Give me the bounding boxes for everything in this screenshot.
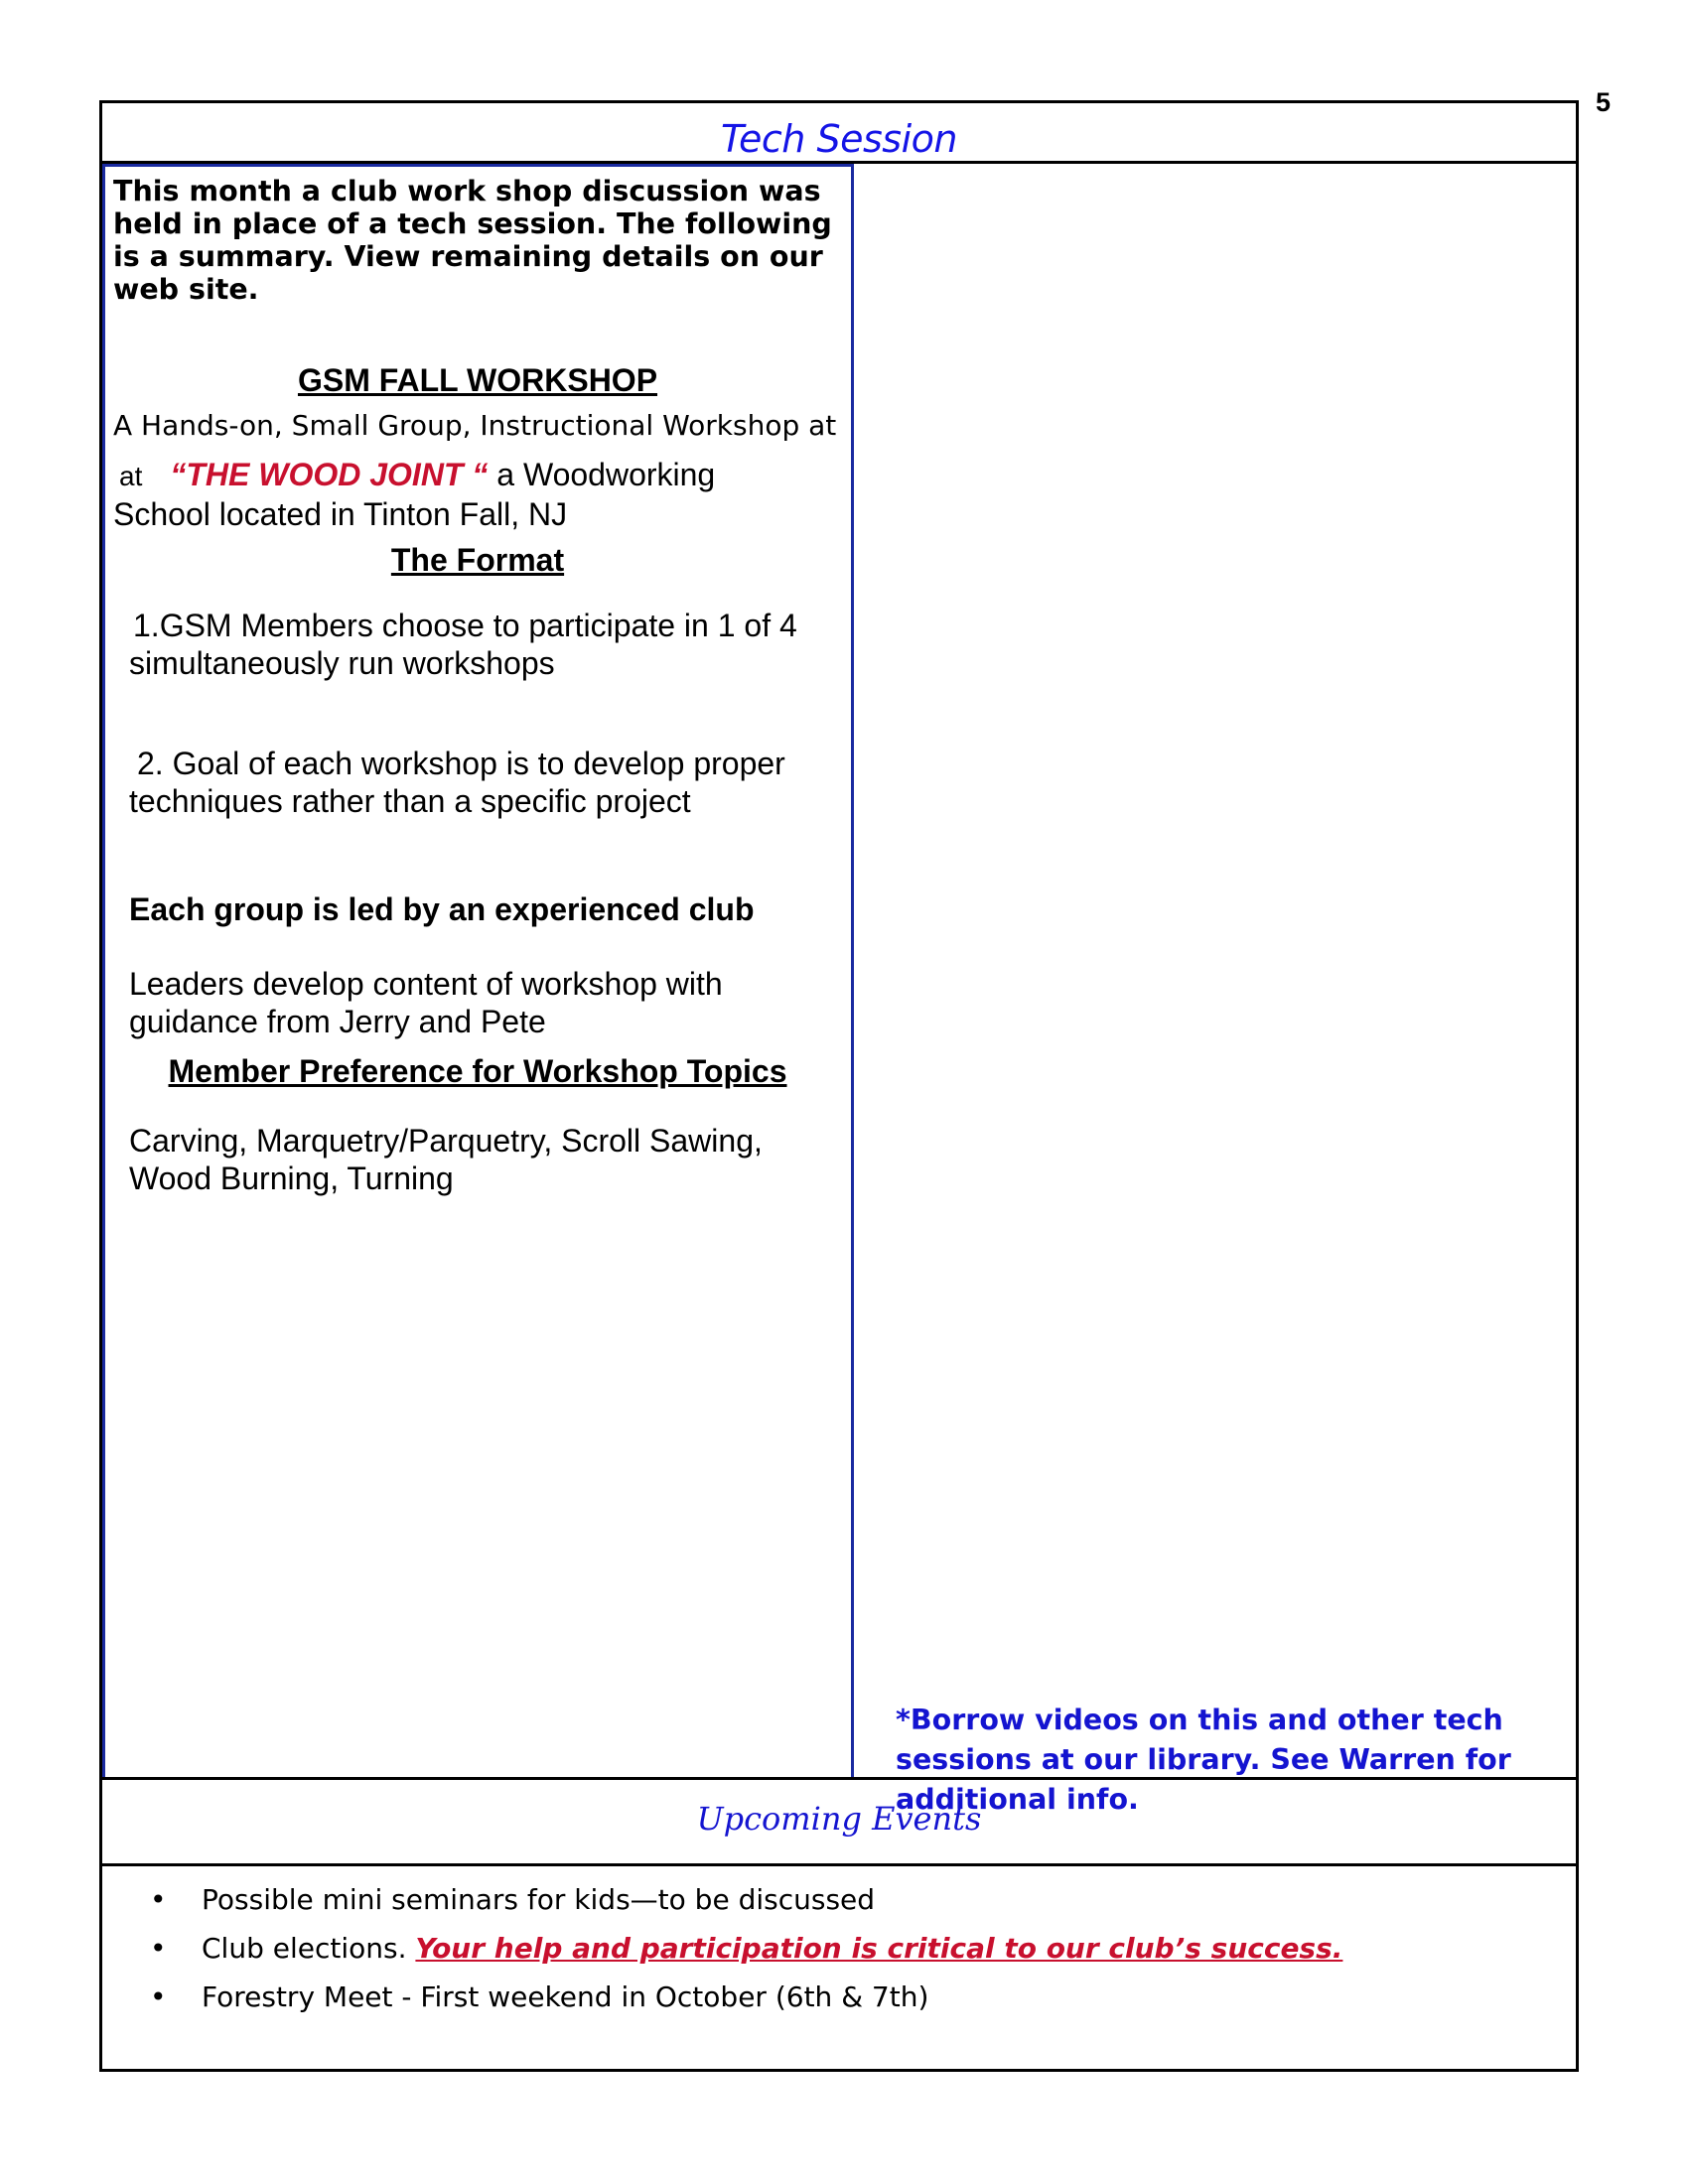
upcoming-events-header: [102, 1777, 1576, 1866]
tech-session-left-column: [102, 164, 854, 1777]
intro-paragraph: This month a club work shop discussion was held in place of a tech session. The following is a summary. View remaining details on our web site.: [113, 175, 832, 306]
workshop-heading: GSM FALL WORKSHOP: [297, 362, 658, 398]
topics-list: [129, 1122, 844, 1197]
workshop-location: [113, 456, 848, 533]
tech-session-header: [102, 103, 1576, 164]
bullet: •: [150, 1932, 167, 1965]
format-point-1: [129, 607, 844, 682]
point1-line1: 1.GSM Members choose to participate in 1 of 4: [133, 608, 797, 643]
upcoming-events-list: [150, 1875, 1342, 2021]
borrow-videos-note: *Borrow videos on this and other tech sessions at our library. See Warren for additional info.: [896, 1704, 1511, 1816]
upcoming-events-title: Upcoming Events: [696, 1800, 982, 1838]
group-note: Each group is led by an experienced club: [129, 891, 755, 927]
tech-session-title: Tech Session: [721, 117, 957, 161]
bullet: •: [150, 1980, 167, 2013]
leaders-paragraph: [129, 965, 844, 1040]
location-line2: School located in Tinton Fall, NJ: [113, 496, 568, 532]
workshop-subtitle: A Hands-on, Small Group, Instructional Workshop at: [113, 409, 837, 442]
event-text: Forestry Meet - First weekend in October (6th & 7th): [202, 1980, 929, 2013]
location-suffix: a Woodworking: [488, 457, 716, 492]
leaders-line2: guidance from Jerry and Pete: [129, 1004, 546, 1039]
event-text: Possible mini seminars for kids—to be discussed: [202, 1883, 876, 1916]
location-prefix: at: [119, 461, 143, 491]
event-text: Club elections.: [202, 1932, 416, 1965]
format-heading: The Format: [390, 542, 565, 578]
participation-emphasis: Your help and participation is critical to our club’s success.: [415, 1932, 1343, 1965]
bullet: •: [150, 1883, 167, 1916]
page-number: 5: [1596, 87, 1612, 117]
topics-line2: Wood Burning, Turning: [129, 1160, 454, 1196]
wood-joint-name: “THE WOOD JOINT “: [170, 457, 489, 492]
topics-heading: Member Preference for Workshop Topics: [168, 1053, 787, 1089]
point2-line1: 2. Goal of each workshop is to develop proper: [137, 746, 785, 781]
event-item: [150, 1875, 1342, 1924]
leaders-line1: Leaders develop content of workshop with: [129, 966, 723, 1002]
tech-session-right-column: [854, 164, 1576, 1816]
event-item: [150, 1973, 1342, 2021]
point2-line2: techniques rather than a specific project: [129, 783, 691, 819]
topics-line1: Carving, Marquetry/Parquetry, Scroll Sawing,: [129, 1123, 763, 1159]
format-point-2: [129, 745, 844, 820]
newsletter-frame: [99, 100, 1579, 2072]
event-item: [150, 1924, 1342, 1973]
point1-line2: simultaneously run workshops: [129, 645, 555, 681]
